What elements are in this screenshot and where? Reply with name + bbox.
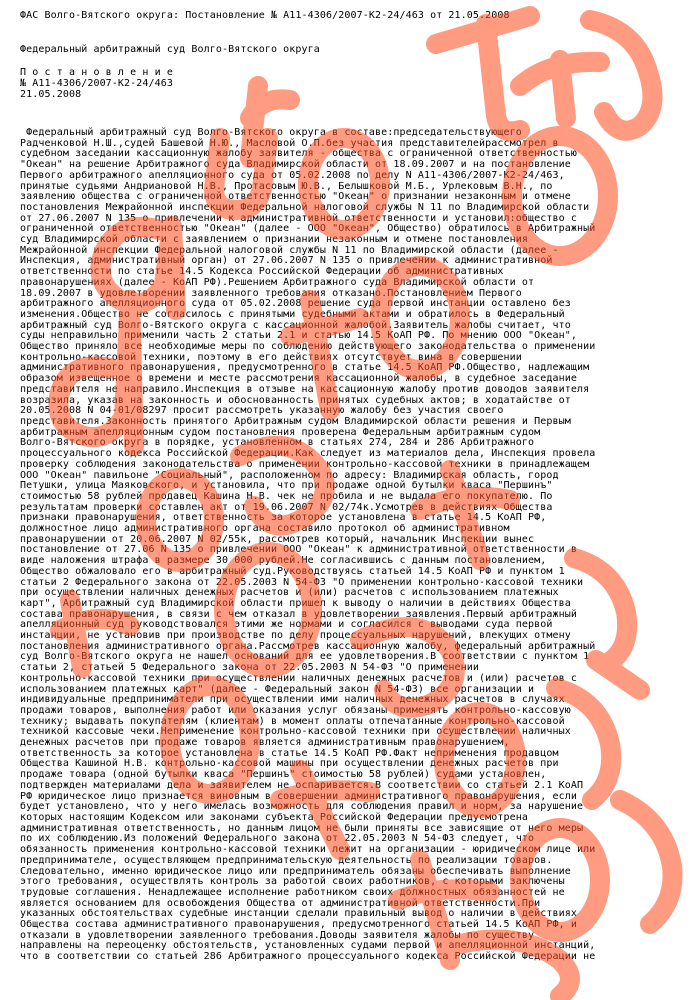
body-line: Общество обжаловало его в арбитражный суд.Руководствуясь статьей 14.5 КоАП РФ и пунктом 1 <box>20 565 565 577</box>
body-line: представителя не направило.Инспекция в отзыве на кассационную жалобу против доводов заявителя <box>20 383 590 395</box>
body-line: индивидуальные предприниматели при осуществлении ими наличных денежных расчетов в случаях <box>20 694 565 706</box>
page-header-title: ФАС Волго-Вятского округа: Постановление № А11-4306/2007-К2-24/463 от 21.05.2008 <box>20 10 510 21</box>
body-line: технику; выдавать покупателям (клиентам) в момент оплаты отпечатанные контрольно-кассовой <box>20 715 565 727</box>
body-line: от 27.06.2007 N 135 о привлечении к административной ответственности и установил:общество с <box>20 212 577 224</box>
body-line: Инспекция, административный орган) от 27.06.2007 N 135 о привлечении к административной <box>20 255 553 267</box>
body-line: представителя.Законность принятого Арбитражным судом Владимирской области решения и Первым <box>20 415 571 427</box>
body-line: ответственности по статье 14.5 Кодекса Российской Федерации об административных <box>20 266 504 278</box>
body-line: что в соответствии со статьей 286 Арбитражного процессуального кодекса Российской Федерации не <box>20 951 596 963</box>
body-line: является основанием для освобождения Общества от административной ответственности.При <box>20 897 541 909</box>
body-line: проверку соблюдения законодательства о применении контрольно-кассовой техники в принадлежащем <box>20 458 590 470</box>
body-line: статьи 2, статьей 5 Федерального закона от 22.05.2003 N 54-ФЗ "О применении <box>20 662 480 674</box>
body-line: РФ юридическое лицо признается виновным в совершении административного правонарушения, если <box>20 790 577 802</box>
body-line: Первого арбитражного апелляционного суда от 05.02.2008 по делу N А11-4306/2007-К2-24/463, <box>20 169 565 181</box>
body-line: должностное лицо административного органа составило протокол об административном <box>20 523 510 535</box>
body-line: результатам проверки составлен акт от 19.06.2007 N 02/74к.Усмотрев в действиях Общества <box>20 501 553 513</box>
body-line: Следовательно, именно юридическое лицо или предприниматель обязаны обеспечивать выполнение <box>20 865 571 877</box>
body-line: суд Волго-Вятского округа не нашел оснований для ее удовлетворения.В соответствии с пунктом 1 <box>20 651 590 663</box>
body-line: Радченковой Н.Ш.,судей Башевой Н.Ю., Масловой О.П.без участия представителейрассмотрел в <box>20 137 559 149</box>
body-line: судебном заседании кассационную жалобу заявителя - общества с ограниченной ответственностью <box>20 148 577 160</box>
body-line: Межрайонной инспекции Федеральной налоговой службы N 11 по Владимирской области (далее - <box>20 244 559 256</box>
body-line: административного правонарушения, предусмотренного в статье 14.5 КоАП РФ.Общество, надлежащим <box>20 362 590 374</box>
body-line: 18.09.2007 в удовлетворении заявленного требования отказано.Постановлением Первого <box>20 287 522 299</box>
body-line: инстанции, не установив при производстве по делу процессуальных нарушений, влекущих отмену <box>20 630 571 642</box>
body-line: указанных обстоятельствах судебные инстанции сделали правильный вывод о наличии в действиях <box>20 908 577 920</box>
body-line: при осуществлении наличных денежных расчетов и (или) расчетов с использованием платежных <box>20 587 559 599</box>
body-line: техникой кассовые чеки.Неприменение контрольно-кассовой техники при осуществлении наличных <box>20 726 571 738</box>
body-line: арбитражный суд Волго-Вятского округа с кассационной жалобой.Заявитель жалобы считает, что <box>20 319 571 331</box>
body-line: контрольно-кассовой техники при осуществлении наличных денежных расчетов и (или) расчетов с <box>20 672 577 684</box>
body-line: принятые судьями Андриановой Н.В., Протасовым Ю.В., Белышковой М.Б., Урлековым В.Н., по <box>20 180 553 192</box>
body-line: денежных расчетов при продаже товаров является административным правонарушением, <box>20 737 510 749</box>
body-line: 20.05.2008 N 04-01/08297 просит рассмотреть указанную жалобу без участия своего <box>20 405 504 417</box>
document-type: П о с т а н о в л е н и е <box>20 67 174 78</box>
body-line: признаки правонарушения, ответственность за которое установлена в статье 14.5 КоАП РФ, <box>20 512 547 524</box>
body-line: по их соблюдению.Из положений Федерального закона от 22.05.2003 N 54-ФЗ следует, что <box>20 833 535 845</box>
body-line: заявлению общества с ограниченной ответственностью "Океан" о признании незаконным и отмене <box>20 191 571 203</box>
body-line: отказали в удовлетворении заявленного требования.Доводы заявителя жалобы по существу <box>20 929 535 941</box>
body-line: обязанность применения контрольно-кассовой техники лежит на организации - юридическом лице или <box>20 844 596 856</box>
body-line: статьи 2 Федерального закона от 22.05.2003 N 54-ФЗ "О применении контрольно-кассовой техники <box>20 576 584 588</box>
body-line: "Океан" на решение Арбитражного суда Владимирской области от 18.09.2007 и на постановление <box>20 159 571 171</box>
body-line: ответственность за которое установлена в статье 14.5 КоАП РФ.Факт неприменения продавцом <box>20 747 559 759</box>
body-line: направлены на переоценку обстоятельств, установленных судами первой и апелляционной инстанций, <box>20 940 596 952</box>
body-line: правонарушениях (далее - КоАП РФ).Решением Арбитражного суда Владимирской области от <box>20 276 535 288</box>
body-line: ООО "Океан" павильоне "Социальный", расположенном по адресу: Владимирская область, город <box>20 469 559 481</box>
body-line: арбитражного апелляционного суда от 05.02.2008 решение суда первой инстанции оставлено без <box>20 298 571 310</box>
body-line: возразила, указав на законность и обоснованность принятых судебных актов; в ходатайстве от <box>20 394 571 406</box>
body-line: арбитражным апелляционным судом постановления проверена Федеральным арбитражным судом <box>20 426 541 438</box>
body-line: стоимостью 58 рублей продавец Кашина Н.В. чек не пробила и не выдала его покупателю. По <box>20 490 553 502</box>
body-line: карт", Арбитражный суд Владимирской области пришел к выводу о наличии в действиях Общества <box>20 597 571 609</box>
court-name: Федеральный арбитражный суд Волго-Вятского округа <box>20 44 320 55</box>
body-line: правонарушении от 20.06.2007 N 02/55к, рассмотрев который, начальник Инспекции вынес <box>20 533 535 545</box>
body-line: Общества Кашиной Н.В. контрольно-кассовой машины при осуществлении денежных расчетов при <box>20 758 559 770</box>
document-number: № А11-4306/2007-К2-24/463 <box>20 78 174 89</box>
body-line: предпринимателе, осуществляющем предпринимательскую деятельность по реализации товаров. <box>20 854 553 866</box>
body-line: постановления Межрайонной инспекции Федеральной налоговой службы N 11 по Владимирской области <box>20 201 590 213</box>
body-line: административная ответственность, но данным лицом не были приняты все зависящие от него меры <box>20 822 584 834</box>
body-line: Петушки, улица Маяковского, и установила, что при продаже одной бутылки кваса "Першинъ" <box>20 480 553 492</box>
body-line: подтвержден материалами дела и заявителем не оспаривается.В соответствии со статьей 2.1 КоАП <box>20 779 584 791</box>
body-line: будет установлено, что у него имелась возможность для соблюдения правил и норм, за нарушение <box>20 801 584 813</box>
body-line: процессуального кодекса Российской Федерации.Как следует из материалов дела, Инспекция провела <box>20 448 596 460</box>
body-line: виде наложения штрафа в размере 30 000 рублей.Не согласившись с данным постановлением, <box>20 555 547 567</box>
body-line: постановления административного органа.Рассмотрев кассационную жалобу, федеральный арбитражный <box>20 640 596 652</box>
body-line: изменения.Общество не согласилось с принятыми судебными актами и обратилось в Федеральный <box>20 308 565 320</box>
document-body <box>20 128 685 963</box>
body-line: Волго-Вятского округа в порядке, установленном в статьях 274, 284 и 286 Арбитражного <box>20 437 535 449</box>
body-line: Общества состава административного правонарушения, предусмотренного статьей 14.5 КоАП РФ, и <box>20 919 577 931</box>
body-line: суды неправильно применили часть 2 статьи 2.1 и статью 14.5 КоАП РФ. По мнению ООО "Океан", <box>20 330 577 342</box>
body-line: продажи товаров, выполнения работ или оказания услуг обязаны применять контрольно-кассовую <box>20 704 571 716</box>
body-line: Федеральный арбитражный суд Волго-Вятского округа в составе:председательствующего <box>20 127 522 138</box>
body-line: апелляционный суд руководствовался этими же нормами и согласился с выводами суда первой <box>20 619 553 631</box>
body-line: ограниченной ответственностью "Океан" (далее - ООО "Океан", Общество) обратилось в Арбитражный <box>20 223 596 235</box>
body-line: суд Владимирской области с заявлением о признании незаконным и отмене постановления <box>20 234 529 246</box>
body-line: образом извещенное о времени и месте рассмотрения кассационной жалобы, в судебное заседание <box>20 373 577 385</box>
document-date: 21.05.2008 <box>20 89 82 100</box>
body-line: состава правонарушения, в связи с чем отказал в удовлетворении заявления.Первый арбитражный <box>20 608 577 620</box>
body-line: продаже товара (одной бутылки кваса "Першинъ" стоимостью 58 рублей) судами установлен, <box>20 769 547 781</box>
body-line: трудовые соглашения. Ненадлежащее исполнение работником своих должностных обязанностей не <box>20 886 565 898</box>
body-line: постановление от 27.06 N 135 о привлечении ООО "Океан" к административной ответственности в <box>20 544 577 556</box>
body-line: этого требования, осуществлять контроль за работой своих работников, с которыми заключены <box>20 876 565 888</box>
body-line: использованием платежных карт" (далее - Федеральный закон N 54-ФЗ) все организации и <box>20 683 535 695</box>
body-line: которых настоящим Кодексом или законами субъекта Российской Федерации предусмотрена <box>20 812 529 823</box>
body-line: контрольно-кассовой техники, поэтому в его действиях отсутствует вина в совершении <box>20 351 522 363</box>
body-line: Общество приняло все необходимые меры по соблюдению действующего законодательства о применении <box>20 341 596 353</box>
